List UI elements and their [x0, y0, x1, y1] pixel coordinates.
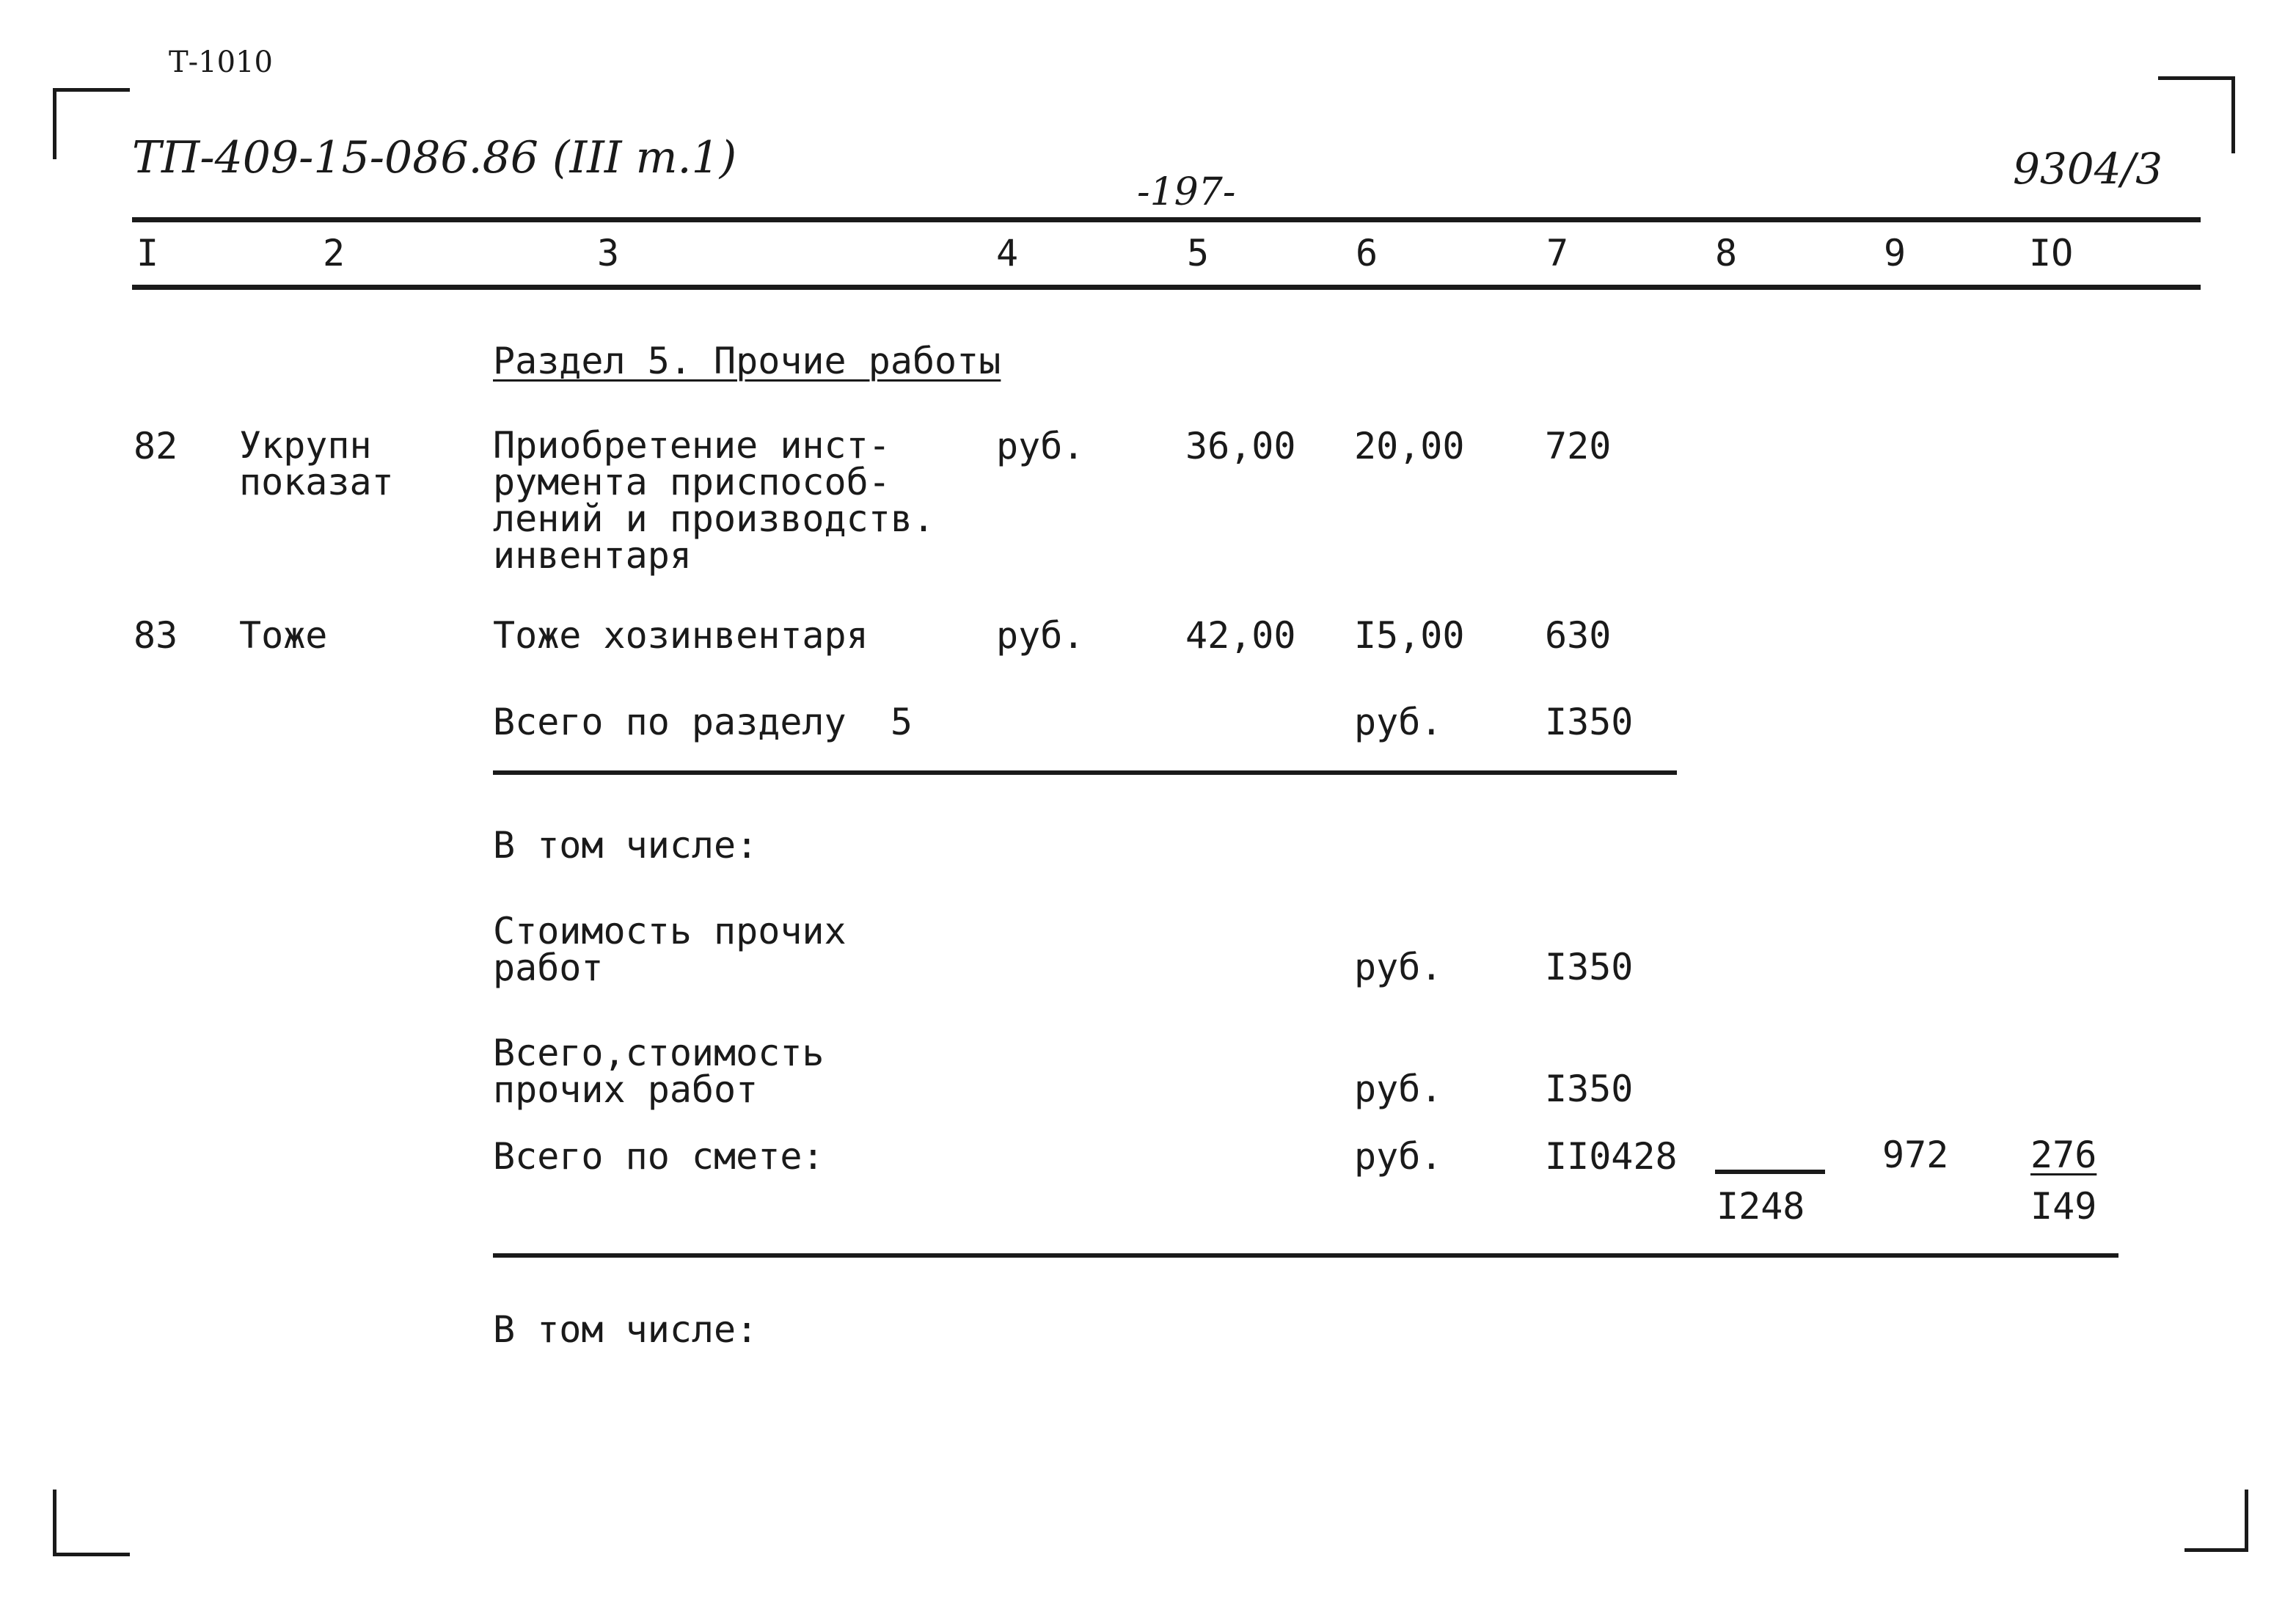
- estimate-col8-bottom: I248: [1716, 1185, 1805, 1228]
- section-total-label: Всего по разделу 5: [493, 701, 913, 743]
- column-header-6: 6: [1356, 232, 1378, 274]
- including-label-2: В том числе:: [493, 1308, 758, 1351]
- estimate-total-label: Всего по смете:: [493, 1135, 825, 1178]
- row-82-quantity: 36,00: [1185, 425, 1296, 467]
- header-top-rule: [132, 217, 2201, 222]
- total-other-label: Всего,стоимость прочих работ: [493, 1032, 825, 1111]
- other-cost-label: Стоимость прочих работ: [493, 910, 847, 989]
- header-bottom-rule: [132, 285, 2201, 290]
- row-83-basis: Тоже: [239, 614, 328, 657]
- row-83-number: 83: [134, 614, 178, 657]
- row-83-price: I5,00: [1354, 614, 1465, 657]
- col8-fraction-line: [1715, 1170, 1825, 1174]
- including-label: В том числе:: [493, 824, 758, 867]
- corner-mark-bottom-left: [53, 1490, 130, 1556]
- section-total-unit: руб.: [1354, 701, 1443, 743]
- other-cost-value: I350: [1545, 946, 1634, 988]
- row-83-name: Тоже хозинвентаря: [493, 614, 869, 657]
- sheet-number: 9304/3: [2013, 144, 2163, 194]
- corner-mark-bottom-right: [2185, 1490, 2248, 1552]
- page-number: -197-: [1137, 170, 1236, 214]
- column-header-5: 5: [1187, 232, 1210, 274]
- row-82-price: 20,00: [1354, 425, 1465, 467]
- row-82-unit: руб.: [996, 425, 1085, 467]
- column-header-1: I: [136, 232, 159, 274]
- other-cost-unit: руб.: [1354, 946, 1443, 988]
- row-82-basis: Укрупн показат: [239, 424, 394, 503]
- corner-mark-top-left: [53, 88, 130, 159]
- estimate-col10-bottom: I49: [2030, 1185, 2097, 1228]
- estimate-total-rule: [493, 1253, 2118, 1258]
- column-header-10: IO: [2029, 232, 2074, 274]
- row-82-number: 82: [134, 425, 178, 467]
- section-total-rule: [493, 770, 1677, 775]
- estimate-col10-top: 276: [2030, 1134, 2097, 1176]
- section-title: Раздел 5. Прочие работы: [493, 340, 1001, 382]
- row-82-total: 720: [1545, 425, 1612, 467]
- estimate-total-unit: руб.: [1354, 1135, 1443, 1178]
- project-number: ТП-409-15-086.86 (III т.1): [132, 132, 737, 183]
- column-header-9: 9: [1884, 232, 1906, 274]
- column-header-4: 4: [996, 232, 1019, 274]
- total-other-unit: руб.: [1354, 1068, 1443, 1110]
- row-83-unit: руб.: [996, 614, 1085, 657]
- section-total-value: I350: [1545, 701, 1634, 743]
- column-header-3: 3: [597, 232, 620, 274]
- estimate-col9: 972: [1882, 1134, 1949, 1176]
- document-code: Т-1010: [169, 45, 273, 79]
- row-82-name: Приобретение инст- румента приспособ- лений и производств. инвентаря: [493, 424, 935, 577]
- estimate-total-value: II0428: [1545, 1135, 1678, 1178]
- row-83-total: 630: [1545, 614, 1612, 657]
- column-header-8: 8: [1715, 232, 1738, 274]
- corner-mark-top-right: [2158, 76, 2235, 153]
- column-header-7: 7: [1546, 232, 1569, 274]
- row-83-quantity: 42,00: [1185, 614, 1296, 657]
- column-header-2: 2: [323, 232, 346, 274]
- total-other-value: I350: [1545, 1068, 1634, 1110]
